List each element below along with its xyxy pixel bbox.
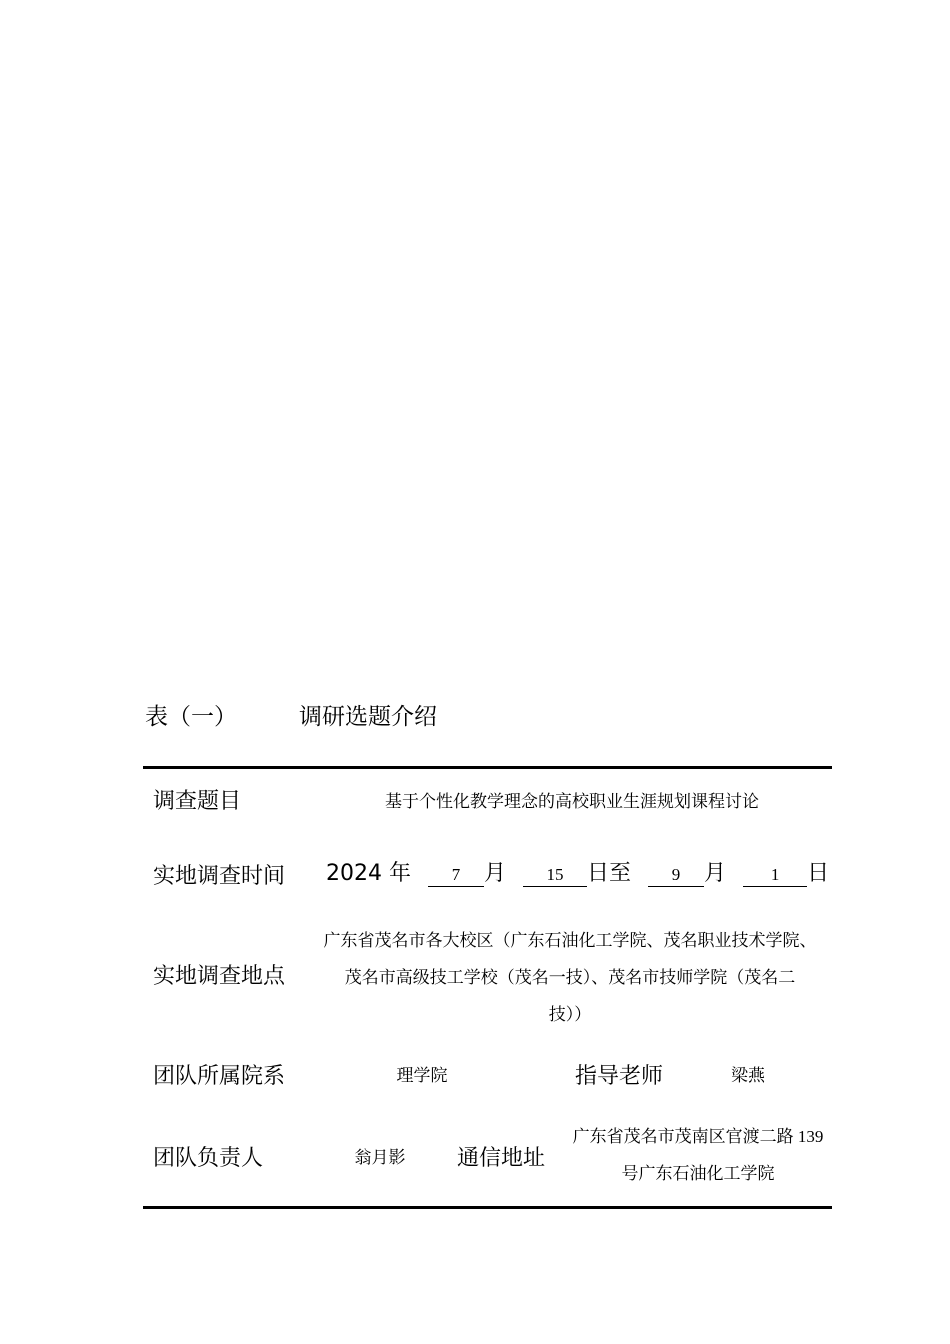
- advisor-label: 指导老师: [575, 1064, 664, 1089]
- month-unit: 月: [484, 861, 507, 886]
- location-value: [324, 922, 817, 1033]
- end-day-unit: 日: [807, 861, 830, 886]
- topic-value: 基于个性化教学理念的高校职业生涯规划课程讨论: [385, 792, 759, 811]
- day-to-label: 日至: [587, 861, 632, 886]
- location-line: 广东省茂名市各大校区（广东石油化工学院、茂名职业技术学院、: [323, 931, 817, 950]
- table-title: 调研选题介绍: [299, 704, 437, 730]
- end-month-unit: 月: [704, 861, 727, 886]
- advisor-value: 梁燕: [731, 1066, 765, 1085]
- table-heading: [145, 698, 437, 731]
- year-unit: 年: [389, 861, 412, 886]
- year-value: 2024: [326, 861, 382, 886]
- location-label: 实地调查地点: [153, 964, 286, 989]
- dept-label: 团队所属院系: [153, 1064, 286, 1089]
- time-label: 实地调查时间: [153, 864, 286, 889]
- address-line: 广东省茂名市茂南区官渡二路 139: [572, 1127, 824, 1146]
- dept-value: 理学院: [396, 1066, 448, 1085]
- address-value: [573, 1118, 824, 1192]
- address-line: 号广东石油化工学院: [621, 1164, 775, 1183]
- address-label: 通信地址: [457, 1146, 546, 1171]
- table-bottom-rule: [143, 1206, 832, 1209]
- table-top-rule: [143, 766, 832, 769]
- location-line: 茂名市高级技工学校（茂名一技）、茂名市技师学院（茂名二: [344, 968, 796, 987]
- leader-label: 团队负责人: [153, 1146, 264, 1171]
- time-value: [326, 856, 829, 887]
- location-line: 技））: [548, 1005, 592, 1024]
- start-month-value: 7: [428, 864, 484, 887]
- leader-value: 翁月影: [354, 1148, 406, 1167]
- table-number: 表（一）: [145, 704, 237, 730]
- start-day-value: 15: [523, 864, 587, 887]
- end-month-value: 9: [648, 864, 704, 887]
- topic-label: 调查题目: [153, 789, 242, 814]
- end-day-value: 1: [743, 864, 807, 887]
